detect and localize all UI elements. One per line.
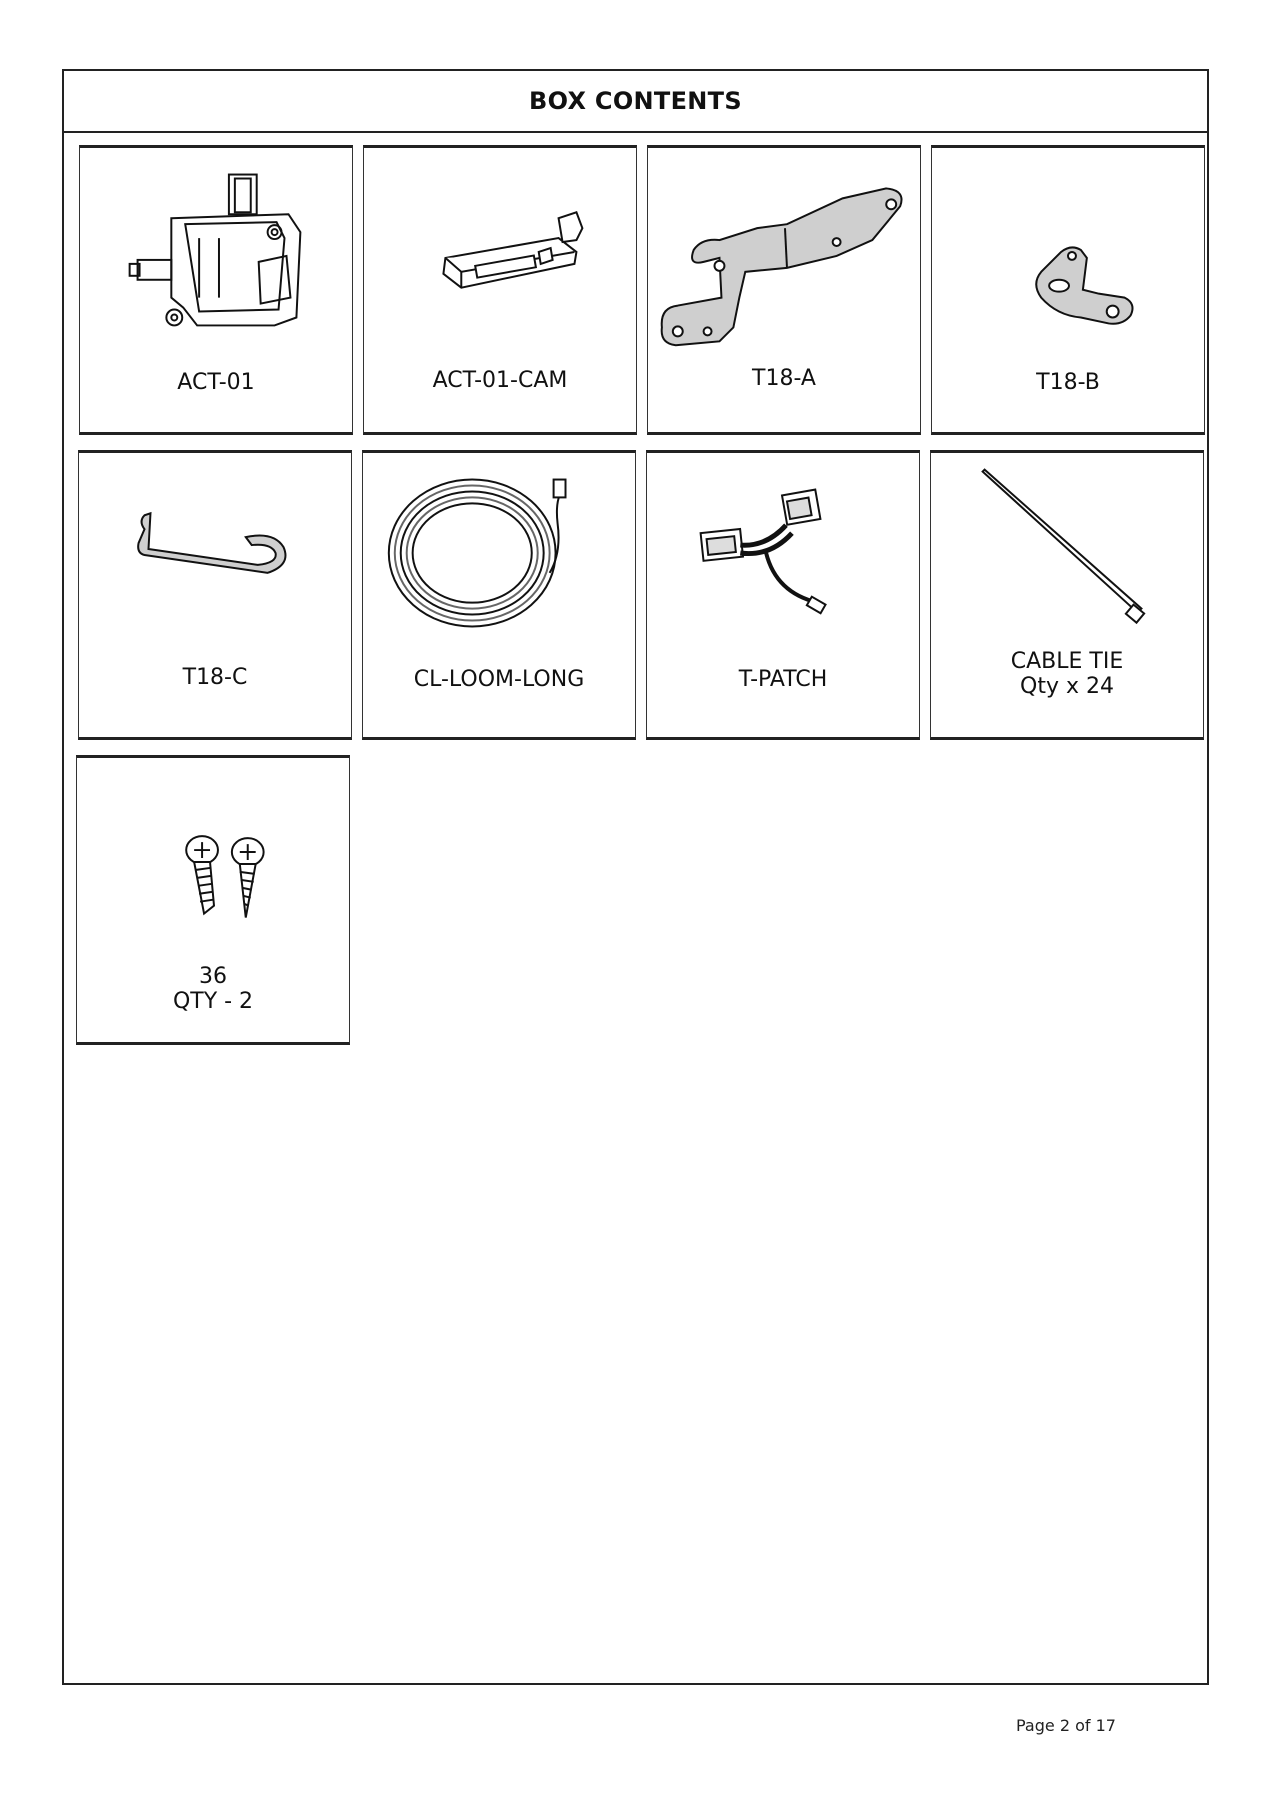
harness-icon bbox=[647, 453, 919, 653]
item-label-line1: 36 bbox=[199, 964, 227, 989]
rod-icon bbox=[79, 453, 351, 653]
item-card-cl-loom-long bbox=[362, 450, 636, 740]
item-label: T18-A bbox=[752, 366, 816, 391]
item-label: T18-B bbox=[1036, 370, 1100, 395]
cable-tie-icon bbox=[931, 453, 1203, 653]
page-number: Page 2 of 17 bbox=[1016, 1716, 1116, 1735]
item-card-t18-c bbox=[78, 450, 352, 740]
item-card-t18-a bbox=[647, 145, 921, 435]
item-card-act-01-cam bbox=[363, 145, 637, 435]
cable-loom-icon bbox=[363, 453, 635, 653]
item-label-line1: CABLE TIE bbox=[1010, 649, 1124, 674]
item-card-t18-b bbox=[931, 145, 1205, 435]
page-title: BOX CONTENTS bbox=[64, 71, 1207, 133]
item-label: ACT-01-CAM bbox=[432, 368, 568, 393]
bracket-a-icon bbox=[648, 148, 920, 348]
item-label bbox=[77, 964, 349, 1014]
item-label bbox=[931, 649, 1203, 699]
item-label: CL-LOOM-LONG bbox=[413, 667, 585, 692]
actuator-icon bbox=[80, 148, 352, 348]
item-label-line2: QTY - 2 bbox=[172, 989, 254, 1014]
bracket-b-icon bbox=[932, 148, 1204, 348]
item-card-act-01 bbox=[79, 145, 353, 435]
item-card-cable-tie bbox=[930, 450, 1204, 740]
item-label-line2: Qty x 24 bbox=[1020, 674, 1114, 699]
item-label: ACT-01 bbox=[177, 370, 255, 395]
item-card-screws bbox=[76, 755, 350, 1045]
cam-icon bbox=[364, 148, 636, 348]
item-label: T-PATCH bbox=[738, 667, 828, 692]
item-label: T18-C bbox=[182, 665, 248, 690]
item-card-t-patch bbox=[646, 450, 920, 740]
screws-icon bbox=[77, 758, 349, 958]
